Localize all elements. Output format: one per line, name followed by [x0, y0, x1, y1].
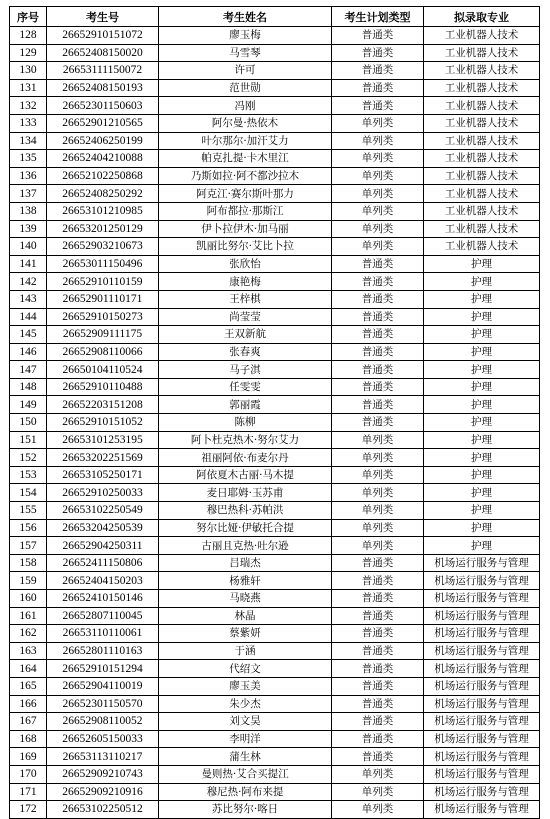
cell-major: 机场运行服务与管理 — [424, 572, 540, 590]
cell-exam-id: 26652904250311 — [47, 537, 159, 555]
cell-name: 苏比努尔·喀日 — [159, 801, 332, 819]
table-row — [10, 396, 540, 414]
cell-plan-type: 普通类 — [332, 695, 424, 713]
cell-exam-id: 26652406250199 — [47, 132, 159, 150]
table-body — [10, 27, 540, 819]
cell-serial: 128 — [10, 27, 47, 45]
table-row — [10, 572, 540, 590]
cell-name: 马晓燕 — [159, 590, 332, 608]
cell-major: 工业机器人技术 — [424, 167, 540, 185]
table-row — [10, 642, 540, 660]
table-row — [10, 677, 540, 695]
cell-plan-type: 单列类 — [332, 484, 424, 502]
cell-serial: 159 — [10, 572, 47, 590]
cell-plan-type: 单列类 — [332, 238, 424, 256]
table-row — [10, 79, 540, 97]
table-row — [10, 185, 540, 203]
cell-exam-id: 26652404210088 — [47, 150, 159, 168]
cell-plan-type: 单列类 — [332, 537, 424, 555]
cell-serial: 167 — [10, 713, 47, 731]
cell-exam-id: 26652404150203 — [47, 572, 159, 590]
cell-major: 机场运行服务与管理 — [424, 642, 540, 660]
cell-major: 护理 — [424, 396, 540, 414]
cell-plan-type: 单列类 — [332, 502, 424, 520]
cell-name: 帕克扎提·卡木里江 — [159, 150, 332, 168]
cell-major: 护理 — [424, 290, 540, 308]
table-row — [10, 290, 540, 308]
cell-plan-type: 普通类 — [332, 554, 424, 572]
cell-name: 廖玉美 — [159, 677, 332, 695]
cell-plan-type: 普通类 — [332, 396, 424, 414]
table-row — [10, 343, 540, 361]
cell-name: 范世勋 — [159, 79, 332, 97]
cell-exam-id: 26653011150496 — [47, 255, 159, 273]
table-row — [10, 590, 540, 608]
cell-exam-id: 26652910151294 — [47, 660, 159, 678]
cell-name: 阿依夏木古丽·马木提 — [159, 466, 332, 484]
cell-serial: 134 — [10, 132, 47, 150]
cell-major: 机场运行服务与管理 — [424, 677, 540, 695]
cell-major: 机场运行服务与管理 — [424, 590, 540, 608]
cell-major: 护理 — [424, 378, 540, 396]
cell-exam-id: 26653113110217 — [47, 748, 159, 766]
cell-serial: 130 — [10, 62, 47, 80]
admission-table — [9, 6, 540, 819]
cell-exam-id: 26653111150072 — [47, 62, 159, 80]
cell-major: 护理 — [424, 343, 540, 361]
cell-name: 代绍文 — [159, 660, 332, 678]
cell-name: 陈柳 — [159, 414, 332, 432]
cell-exam-id: 26652910151072 — [47, 27, 159, 45]
cell-exam-id: 26653204250539 — [47, 519, 159, 537]
table-row — [10, 519, 540, 537]
cell-plan-type: 普通类 — [332, 607, 424, 625]
cell-name: 穆巴热科·苏帕洪 — [159, 502, 332, 520]
header-serial: 序号 — [10, 7, 47, 27]
cell-name: 努尔比娅·伊敏托合提 — [159, 519, 332, 537]
cell-serial: 143 — [10, 290, 47, 308]
cell-exam-id: 26652301150603 — [47, 97, 159, 115]
cell-exam-id: 26652909111175 — [47, 326, 159, 344]
header-name: 考生姓名 — [159, 7, 332, 27]
cell-name: 蔡紫妍 — [159, 625, 332, 643]
cell-serial: 160 — [10, 590, 47, 608]
cell-serial: 171 — [10, 783, 47, 801]
cell-major: 护理 — [424, 414, 540, 432]
cell-major: 护理 — [424, 308, 540, 326]
cell-plan-type: 单列类 — [332, 220, 424, 238]
cell-name: 于涵 — [159, 642, 332, 660]
cell-name: 马雪琴 — [159, 44, 332, 62]
cell-exam-id: 26652408250292 — [47, 185, 159, 203]
cell-exam-id: 26652102250868 — [47, 167, 159, 185]
table-row — [10, 326, 540, 344]
cell-serial: 172 — [10, 801, 47, 819]
cell-exam-id: 26652801110163 — [47, 642, 159, 660]
cell-name: 任雯雯 — [159, 378, 332, 396]
cell-plan-type: 普通类 — [332, 713, 424, 731]
cell-exam-id: 26652910250033 — [47, 484, 159, 502]
cell-major: 机场运行服务与管理 — [424, 765, 540, 783]
cell-name: 马子淇 — [159, 361, 332, 379]
cell-exam-id: 26652910151052 — [47, 414, 159, 432]
table-row — [10, 484, 540, 502]
table-row — [10, 431, 540, 449]
cell-name: 麦日耶姆·玉苏甫 — [159, 484, 332, 502]
cell-name: 穆尼热·阿布来提 — [159, 783, 332, 801]
cell-serial: 150 — [10, 414, 47, 432]
table-row — [10, 273, 540, 291]
cell-serial: 132 — [10, 97, 47, 115]
cell-serial: 166 — [10, 695, 47, 713]
cell-exam-id: 26652807110045 — [47, 607, 159, 625]
cell-plan-type: 单列类 — [332, 202, 424, 220]
table-row — [10, 748, 540, 766]
cell-plan-type: 普通类 — [332, 62, 424, 80]
cell-exam-id: 26652901110171 — [47, 290, 159, 308]
cell-plan-type: 单列类 — [332, 150, 424, 168]
cell-plan-type: 普通类 — [332, 97, 424, 115]
cell-serial: 158 — [10, 554, 47, 572]
cell-name: 冯刚 — [159, 97, 332, 115]
cell-serial: 147 — [10, 361, 47, 379]
cell-plan-type: 单列类 — [332, 765, 424, 783]
cell-exam-id: 26652901210565 — [47, 114, 159, 132]
cell-exam-id: 26652903210673 — [47, 238, 159, 256]
cell-serial: 162 — [10, 625, 47, 643]
cell-major: 护理 — [424, 361, 540, 379]
table-row — [10, 220, 540, 238]
table-row — [10, 537, 540, 555]
cell-plan-type: 普通类 — [332, 572, 424, 590]
cell-plan-type: 普通类 — [332, 79, 424, 97]
cell-serial: 161 — [10, 607, 47, 625]
cell-plan-type: 普通类 — [332, 361, 424, 379]
cell-major: 机场运行服务与管理 — [424, 660, 540, 678]
cell-exam-id: 26652408150193 — [47, 79, 159, 97]
table-row — [10, 378, 540, 396]
cell-major: 机场运行服务与管理 — [424, 783, 540, 801]
cell-major: 机场运行服务与管理 — [424, 607, 540, 625]
table-row — [10, 361, 540, 379]
header-major: 拟录取专业 — [424, 7, 540, 27]
cell-name: 杨雅轩 — [159, 572, 332, 590]
cell-exam-id: 26652408150020 — [47, 44, 159, 62]
cell-serial: 136 — [10, 167, 47, 185]
cell-name: 许可 — [159, 62, 332, 80]
cell-exam-id: 26652908110066 — [47, 343, 159, 361]
cell-name: 王双新航 — [159, 326, 332, 344]
cell-name: 吕瑞杰 — [159, 554, 332, 572]
cell-major: 工业机器人技术 — [424, 97, 540, 115]
cell-major: 工业机器人技术 — [424, 150, 540, 168]
cell-major: 护理 — [424, 537, 540, 555]
cell-plan-type: 单列类 — [332, 466, 424, 484]
cell-serial: 164 — [10, 660, 47, 678]
cell-plan-type: 单列类 — [332, 449, 424, 467]
table-row — [10, 783, 540, 801]
cell-serial: 135 — [10, 150, 47, 168]
cell-exam-id: 26652910110159 — [47, 273, 159, 291]
cell-major: 工业机器人技术 — [424, 132, 540, 150]
cell-major: 护理 — [424, 326, 540, 344]
cell-serial: 140 — [10, 238, 47, 256]
cell-plan-type: 单列类 — [332, 431, 424, 449]
cell-exam-id: 26650104110524 — [47, 361, 159, 379]
table-row — [10, 44, 540, 62]
cell-plan-type: 普通类 — [332, 27, 424, 45]
cell-plan-type: 普通类 — [332, 590, 424, 608]
table-row — [10, 255, 540, 273]
cell-plan-type: 普通类 — [332, 625, 424, 643]
cell-serial: 148 — [10, 378, 47, 396]
cell-exam-id: 26653110110061 — [47, 625, 159, 643]
cell-serial: 152 — [10, 449, 47, 467]
table-row — [10, 502, 540, 520]
table-row — [10, 554, 540, 572]
cell-exam-id: 26652904110019 — [47, 677, 159, 695]
table-row — [10, 466, 540, 484]
cell-plan-type: 单列类 — [332, 132, 424, 150]
cell-name: 王梓棋 — [159, 290, 332, 308]
table-row — [10, 238, 540, 256]
header-row — [10, 7, 540, 27]
cell-serial: 153 — [10, 466, 47, 484]
cell-serial: 145 — [10, 326, 47, 344]
cell-major: 机场运行服务与管理 — [424, 695, 540, 713]
cell-serial: 154 — [10, 484, 47, 502]
table-row — [10, 150, 540, 168]
cell-name: 张欣怡 — [159, 255, 332, 273]
cell-exam-id: 26653105250171 — [47, 466, 159, 484]
table-row — [10, 202, 540, 220]
cell-serial: 138 — [10, 202, 47, 220]
cell-exam-id: 26652910110488 — [47, 378, 159, 396]
cell-plan-type: 普通类 — [332, 677, 424, 695]
cell-major: 机场运行服务与管理 — [424, 748, 540, 766]
cell-exam-id: 26652410150146 — [47, 590, 159, 608]
cell-major: 护理 — [424, 502, 540, 520]
cell-serial: 165 — [10, 677, 47, 695]
cell-name: 廖玉梅 — [159, 27, 332, 45]
cell-name: 叶尔那尔·加汗艾力 — [159, 132, 332, 150]
cell-exam-id: 26652605150033 — [47, 730, 159, 748]
cell-major: 工业机器人技术 — [424, 238, 540, 256]
cell-major: 工业机器人技术 — [424, 79, 540, 97]
cell-exam-id: 26653101253195 — [47, 431, 159, 449]
cell-major: 工业机器人技术 — [424, 220, 540, 238]
cell-serial: 169 — [10, 748, 47, 766]
cell-serial: 142 — [10, 273, 47, 291]
table-row — [10, 660, 540, 678]
cell-name: 阿克江·赛尔斯叶那力 — [159, 185, 332, 203]
cell-serial: 144 — [10, 308, 47, 326]
table-row — [10, 449, 540, 467]
cell-exam-id: 26652411150806 — [47, 554, 159, 572]
cell-plan-type: 普通类 — [332, 273, 424, 291]
table-row — [10, 607, 540, 625]
header-exam-id: 考生号 — [47, 7, 159, 27]
cell-major: 护理 — [424, 431, 540, 449]
header-plan-type: 考生计划类型 — [332, 7, 424, 27]
cell-plan-type: 单列类 — [332, 185, 424, 203]
table-row — [10, 695, 540, 713]
table-row — [10, 27, 540, 45]
cell-major: 机场运行服务与管理 — [424, 713, 540, 731]
cell-name: 阿布都拉·那斯江 — [159, 202, 332, 220]
cell-name: 林晶 — [159, 607, 332, 625]
cell-plan-type: 普通类 — [332, 642, 424, 660]
cell-plan-type: 单列类 — [332, 519, 424, 537]
cell-serial: 146 — [10, 343, 47, 361]
cell-name: 古丽且克热·吐尔逊 — [159, 537, 332, 555]
cell-major: 工业机器人技术 — [424, 44, 540, 62]
cell-name: 阿卜杜克热木·努尔艾力 — [159, 431, 332, 449]
cell-name: 凯丽比努尔·艾比卜拉 — [159, 238, 332, 256]
cell-serial: 129 — [10, 44, 47, 62]
cell-name: 祖丽阿依·布麦尔丹 — [159, 449, 332, 467]
table-row — [10, 625, 540, 643]
cell-major: 护理 — [424, 466, 540, 484]
cell-exam-id: 26652908110052 — [47, 713, 159, 731]
cell-plan-type: 单列类 — [332, 167, 424, 185]
cell-serial: 163 — [10, 642, 47, 660]
table-row — [10, 713, 540, 731]
cell-plan-type: 普通类 — [332, 308, 424, 326]
table-row — [10, 132, 540, 150]
cell-exam-id: 26653102250512 — [47, 801, 159, 819]
cell-serial: 155 — [10, 502, 47, 520]
cell-serial: 157 — [10, 537, 47, 555]
cell-plan-type: 单列类 — [332, 801, 424, 819]
table-header — [10, 7, 540, 27]
cell-name: 朱少杰 — [159, 695, 332, 713]
cell-name: 乃斯如拉·阿不都沙拉木 — [159, 167, 332, 185]
cell-major: 护理 — [424, 519, 540, 537]
table-row — [10, 308, 540, 326]
table-row — [10, 97, 540, 115]
table-row — [10, 114, 540, 132]
cell-major: 机场运行服务与管理 — [424, 625, 540, 643]
table-row — [10, 62, 540, 80]
table-row — [10, 730, 540, 748]
cell-name: 李明洋 — [159, 730, 332, 748]
cell-plan-type: 单列类 — [332, 783, 424, 801]
table-row — [10, 414, 540, 432]
cell-name: 阿尔曼·热依木 — [159, 114, 332, 132]
table-row — [10, 765, 540, 783]
cell-plan-type: 普通类 — [332, 255, 424, 273]
cell-exam-id: 26652203151208 — [47, 396, 159, 414]
cell-plan-type: 普通类 — [332, 44, 424, 62]
cell-exam-id: 26652910150273 — [47, 308, 159, 326]
cell-major: 护理 — [424, 484, 540, 502]
cell-name: 伊卜拉伊木·加马丽 — [159, 220, 332, 238]
cell-plan-type: 普通类 — [332, 326, 424, 344]
cell-serial: 139 — [10, 220, 47, 238]
cell-exam-id: 26653201250129 — [47, 220, 159, 238]
cell-plan-type: 普通类 — [332, 660, 424, 678]
cell-serial: 131 — [10, 79, 47, 97]
cell-plan-type: 普通类 — [332, 748, 424, 766]
cell-plan-type: 普通类 — [332, 343, 424, 361]
cell-plan-type: 普通类 — [332, 414, 424, 432]
cell-serial: 170 — [10, 765, 47, 783]
cell-name: 康艳梅 — [159, 273, 332, 291]
cell-major: 工业机器人技术 — [424, 202, 540, 220]
cell-plan-type: 单列类 — [332, 114, 424, 132]
cell-plan-type: 普通类 — [332, 730, 424, 748]
cell-name: 尚莹莹 — [159, 308, 332, 326]
cell-serial: 156 — [10, 519, 47, 537]
cell-plan-type: 普通类 — [332, 378, 424, 396]
cell-serial: 168 — [10, 730, 47, 748]
cell-name: 蒲生林 — [159, 748, 332, 766]
cell-name: 刘文昊 — [159, 713, 332, 731]
cell-name: 曼则热·艾合买提江 — [159, 765, 332, 783]
cell-major: 工业机器人技术 — [424, 185, 540, 203]
cell-exam-id: 26652301150570 — [47, 695, 159, 713]
cell-major: 护理 — [424, 273, 540, 291]
cell-exam-id: 26652909210916 — [47, 783, 159, 801]
table-row — [10, 167, 540, 185]
cell-serial: 141 — [10, 255, 47, 273]
cell-major: 护理 — [424, 255, 540, 273]
cell-exam-id: 26653101210985 — [47, 202, 159, 220]
cell-major: 机场运行服务与管理 — [424, 801, 540, 819]
cell-serial: 133 — [10, 114, 47, 132]
cell-plan-type: 普通类 — [332, 290, 424, 308]
cell-exam-id: 26653102250549 — [47, 502, 159, 520]
cell-major: 护理 — [424, 449, 540, 467]
cell-exam-id: 26653202251569 — [47, 449, 159, 467]
cell-exam-id: 26652909210743 — [47, 765, 159, 783]
cell-serial: 151 — [10, 431, 47, 449]
cell-major: 机场运行服务与管理 — [424, 730, 540, 748]
cell-major: 工业机器人技术 — [424, 27, 540, 45]
cell-serial: 137 — [10, 185, 47, 203]
cell-name: 张春爽 — [159, 343, 332, 361]
cell-major: 工业机器人技术 — [424, 114, 540, 132]
cell-name: 郭丽霞 — [159, 396, 332, 414]
cell-major: 工业机器人技术 — [424, 62, 540, 80]
cell-major: 机场运行服务与管理 — [424, 554, 540, 572]
cell-serial: 149 — [10, 396, 47, 414]
